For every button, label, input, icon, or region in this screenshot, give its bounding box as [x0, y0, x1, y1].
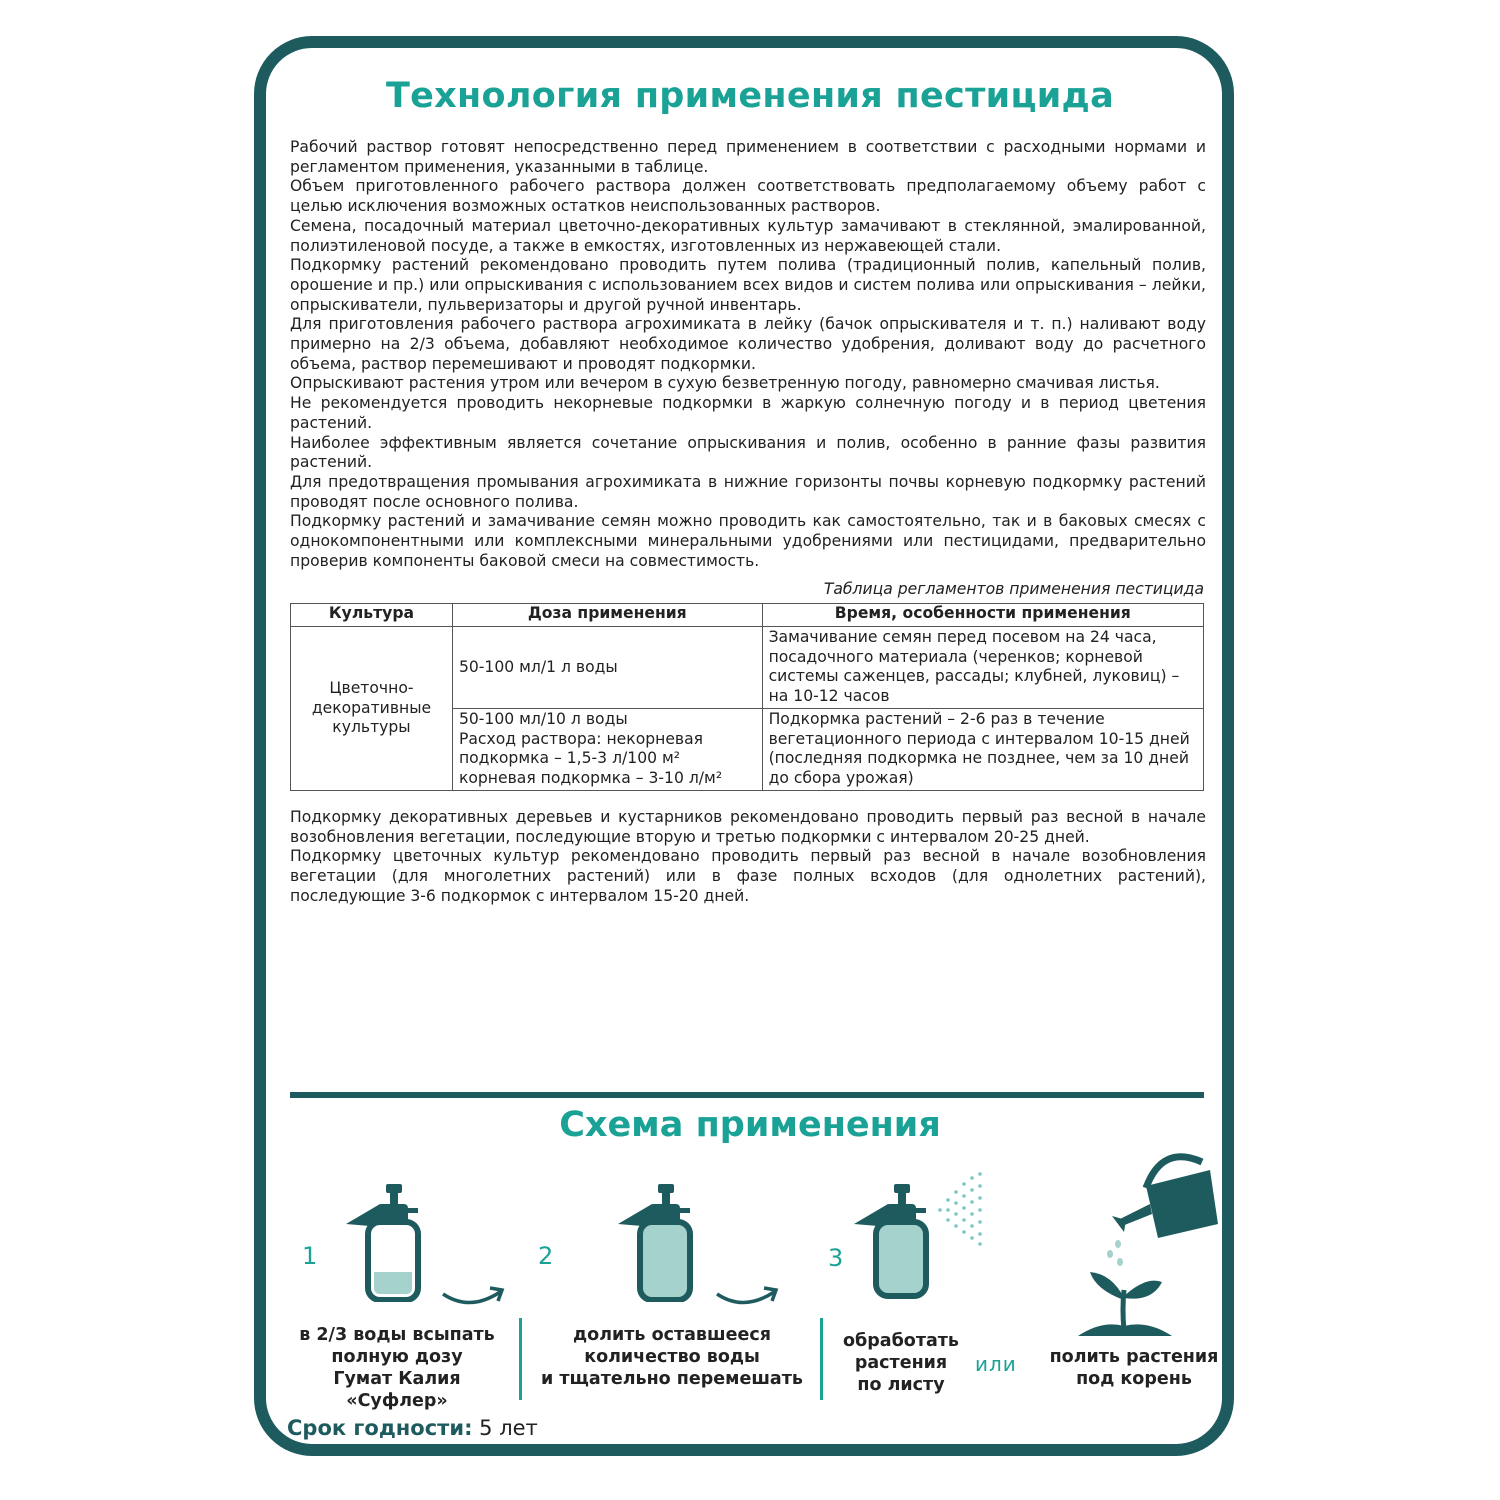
step-number: 1 — [302, 1242, 318, 1270]
header-time: Время, особенности применения — [762, 604, 1203, 627]
dose-line: Расход раствора: некорневая подкормка – 1,5-3 л/100 м² — [458, 729, 704, 768]
paragraph: Подкормку цветочных культур рекомендовано проводить первый раз весной в начале возобновления вегетации (для многолетних растений) или в фазе полных всходов (для однолетних растений), последующие 3-6 подкормок с интервалом 15-20 дней. — [290, 847, 1206, 905]
shelf-life — [287, 1416, 538, 1440]
shelf-life-value: 5 лет — [479, 1416, 538, 1440]
paragraph: Объем приготовленного рабочего раствора должен соответствовать предполагаемому объему работ с целью исключения возможных остатков неиспользованных растворов. — [290, 177, 1206, 216]
dose-line: корневая подкормка – 3-10 л/м² — [458, 769, 723, 788]
label-line: растения — [854, 1353, 948, 1373]
label-line: в 2/3 воды всыпать — [299, 1325, 495, 1345]
paragraph: Подкормку декоративных деревьев и кустарников рекомендовано проводить первый раз весной в начале возобновления вегетации, последующие вторую и третью подкормки с интервалом 20-25 дней. — [290, 808, 1206, 846]
label-line: полить растения — [1049, 1347, 1219, 1367]
label-line: по листу — [857, 1375, 945, 1395]
header-culture: Культура — [291, 604, 453, 627]
cell-dose — [452, 627, 762, 709]
table-caption: Таблица регламентов применения пестицида — [823, 580, 1204, 598]
dose-line: 50-100 мл/10 л воды — [458, 710, 628, 728]
watering-can-icon — [1072, 1140, 1222, 1340]
step-divider — [820, 1318, 823, 1400]
paragraph: Рабочий раствор готовят непосредственно перед применением в соответствии с расходными нормами и регламентом применения, указанными в таблице. — [290, 138, 1206, 176]
sprayer-partial-icon — [340, 1182, 440, 1302]
paragraph: Для приготовления рабочего раствора агрохимиката в лейку (бачок опрыскивателя и т. п.) наливают воду примерно на 2/3 объема, добавляют необходимое количество удобрения, доливают воду до расчетного объема, раствор перемешивают и проводят подкормки. — [290, 315, 1206, 373]
label-line: количество воды — [584, 1347, 760, 1367]
paragraph: Семена, посадочный материал цветочно-декоративных культур замачивают в стеклянной, эмалированной, полиэтиленовой посуде, а также в емкостях, изготовленных из нержавеющей стали. — [290, 216, 1206, 255]
curved-arrow-icon — [440, 1282, 506, 1310]
step-label — [526, 1324, 818, 1390]
step-label — [274, 1324, 520, 1412]
table-header-row — [291, 604, 1204, 627]
instructions-text — [290, 138, 1206, 571]
paragraph: Наиболее эффективным является сочетание опрыскивания и полив, особенно в ранние фазы развития растений. — [290, 433, 1206, 472]
paragraph: Для предотвращения промывания агрохимиката в нижние горизонты почвы корневую подкормку растений проводят после основного полива. — [290, 472, 1206, 511]
step-label — [1036, 1346, 1232, 1390]
cell-dose — [452, 709, 762, 791]
step-label — [826, 1330, 976, 1396]
dose-line: 50-100 мл/1 л воды — [458, 657, 618, 676]
label-line: и тщательно перемешать — [541, 1369, 803, 1389]
section-divider — [290, 1092, 1204, 1098]
shelf-life-label: Срок годности: — [287, 1416, 473, 1440]
paragraph: Опрыскивают растения утром или вечером в сухую безветренную погоду, равномерно смачивая листья. — [290, 374, 1160, 393]
additional-text — [290, 808, 1206, 907]
sprayer-full-icon — [612, 1182, 712, 1302]
cell-time: Подкормка растений – 2-6 раз в течение вегетационного периода с интервалом 10-15 дней (последняя подкормка не позднее, чем за 10 дней до сбора урожая) — [762, 709, 1203, 791]
label-line: под корень — [1076, 1369, 1192, 1389]
label-line: «Суфлер» — [346, 1391, 448, 1411]
scheme-title: Схема применения — [559, 1105, 941, 1145]
table-row — [291, 627, 1204, 709]
paragraph: Подкормку растений и замачивание семян можно проводить как самостоятельно, так и в баковых смесях с однокомпонентными или комплексными минеральными удобрениями или пестицидами, предварительно проверив компоненты баковой смеси на совместимость. — [290, 512, 1206, 570]
step-number: 3 — [828, 1244, 844, 1272]
paragraph: Подкормку растений рекомендовано проводить путем полива (традиционный полив, капельный полив, орошение и пр.) или опрыскивания с использованием всех видов и систем полива или опрыскивания – лейки, опрыскиватели, пульверизаторы и другой ручной инвентарь. — [290, 256, 1206, 314]
step-number: 2 — [538, 1242, 554, 1270]
cell-time: Замачивание семян перед посевом на 24 часа, посадочного материала (черенков; корневой системы саженцев, рассады; клубней, луковиц) – на 10-12 часов — [762, 627, 1203, 709]
cell-culture: Цветочно-декоративные культуры — [291, 627, 453, 791]
step-divider — [519, 1318, 522, 1400]
page-title: Технология применения пестицида — [385, 76, 1115, 116]
curved-arrow-icon — [714, 1282, 780, 1310]
label-line: долить оставшееся — [573, 1325, 771, 1345]
label-line: обработать — [843, 1331, 959, 1351]
header-dose: Доза применения — [452, 604, 762, 627]
regulations-table — [290, 603, 1204, 791]
label-line: полную дозу — [331, 1347, 463, 1367]
or-label: или — [975, 1352, 1017, 1376]
paragraph: Не рекомендуется проводить некорневые подкормки в жаркую солнечную погоду и в период цветения растений. — [290, 394, 1206, 432]
sprayer-spraying-icon — [848, 1170, 988, 1300]
label-line: Гумат Калия — [333, 1369, 461, 1389]
